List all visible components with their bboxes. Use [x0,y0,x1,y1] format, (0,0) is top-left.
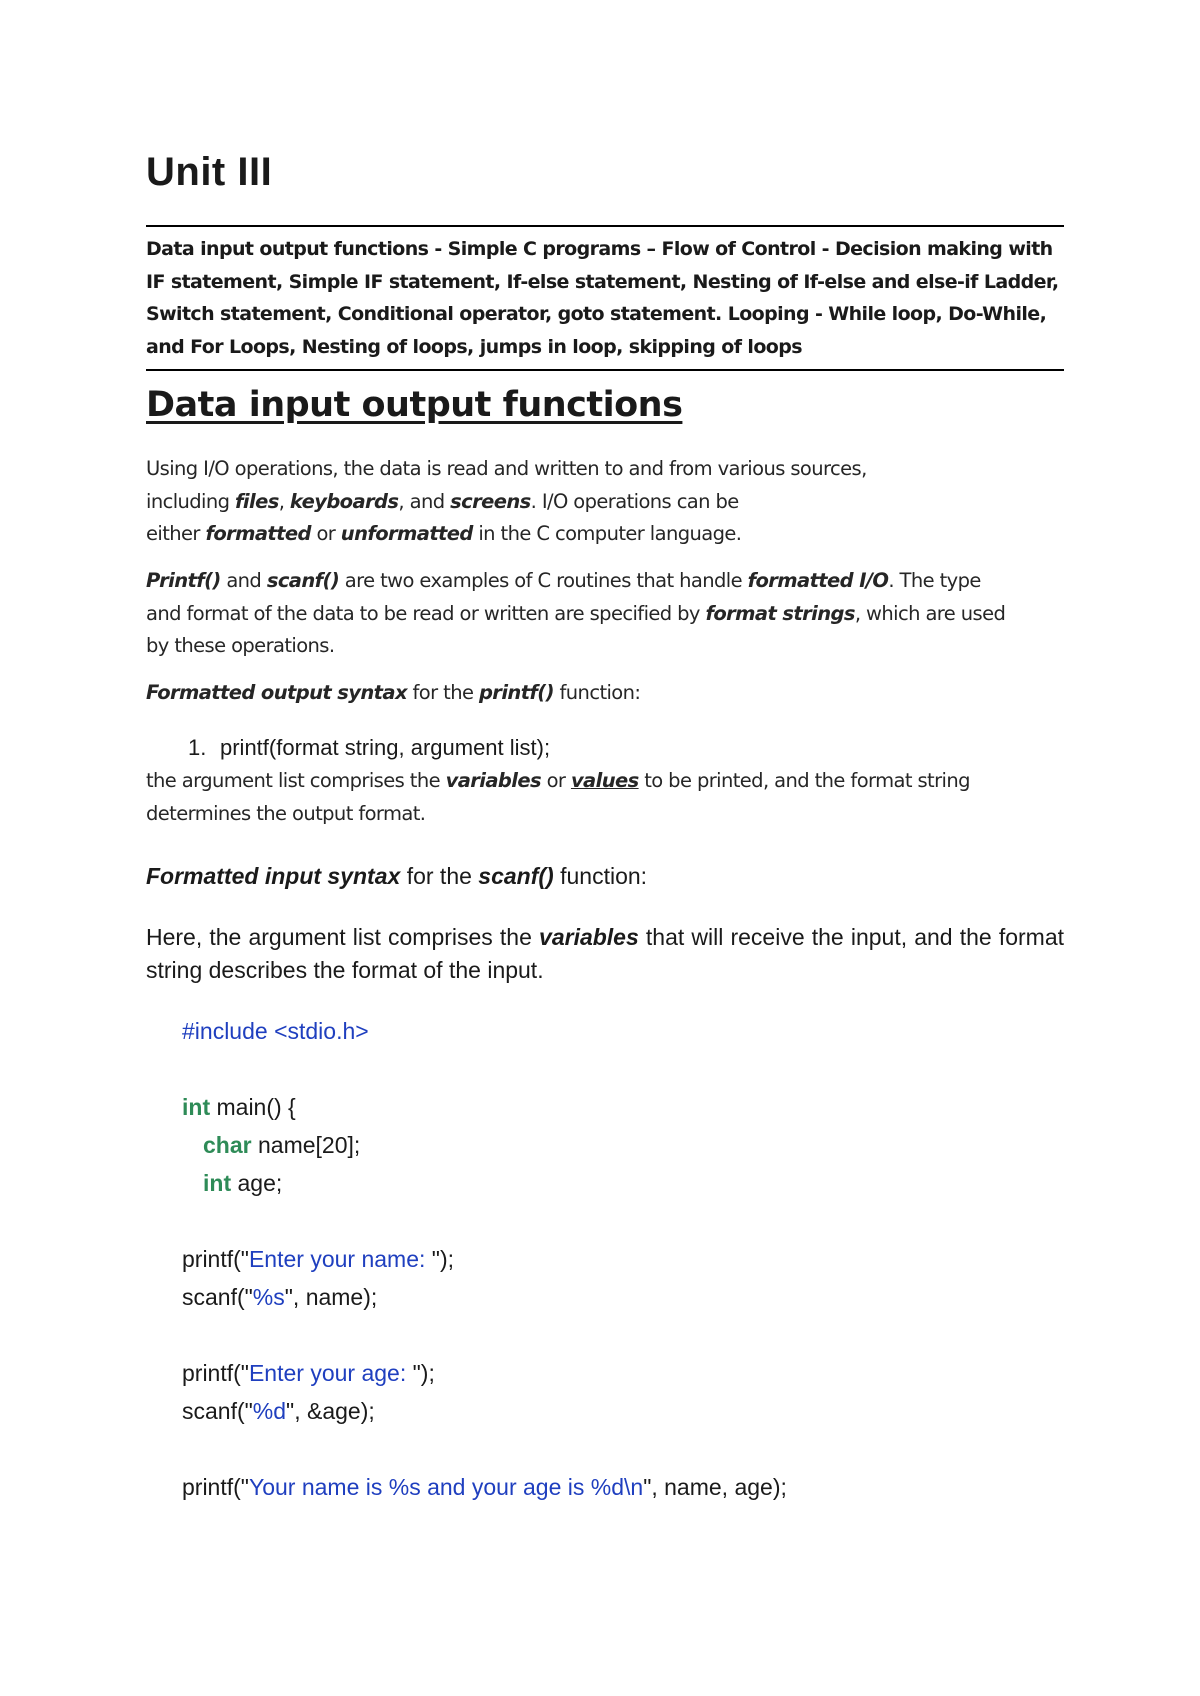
emphasis-input-syntax: Formatted input syntax [146,863,401,889]
argument-list-paragraph [146,765,1064,830]
code-line-scanf-name [182,1284,377,1311]
text: and [220,569,267,592]
code-line-char [203,1132,360,1159]
text: . The type [888,569,981,592]
text: determines the output format. [146,801,426,825]
text: , [278,489,290,513]
code-string: Enter your name: [248,1246,432,1272]
text: and format of the data to be read or written are specified by [146,601,706,625]
input-description-paragraph [146,921,1064,987]
emphasis-formatted: formatted [205,522,311,545]
emphasis-keyboards: keyboards [289,489,399,513]
code-text: printf(" [182,1474,249,1500]
code-text: ", &age); [286,1398,375,1424]
text: either [146,522,206,545]
code-text: ", name, age); [643,1474,787,1500]
code-keyword: char [203,1132,252,1158]
text: are two examples of C routines that handle [339,569,748,592]
code-text: printf(" [182,1360,249,1386]
text: Using I/O operations, the data is read and written to and from various sources, [146,457,867,480]
code-text: scanf(" [182,1398,253,1424]
emphasis-screens: screens [450,489,531,513]
code-string: %d [252,1398,287,1424]
code-text: age; [231,1170,283,1196]
text: for the [406,681,479,704]
syntax-text: printf(format string, argument list); [220,735,551,760]
code-line-scanf-age [182,1398,375,1425]
emphasis-variables-input: variables [539,924,639,950]
code-line-printf-result [182,1474,787,1501]
text: to be printed, and the format string [638,769,970,792]
code-keyword: int [203,1170,232,1196]
text: in the C computer language. [472,522,742,545]
text: by these operations. [146,634,335,657]
code-line-printf-name [182,1246,454,1273]
text: or [310,522,341,545]
text: the argument list comprises the [146,769,446,792]
code-line-printf-age [182,1360,435,1387]
code-include: #include <stdio.h> [182,1018,369,1044]
code-text: "); [412,1360,435,1386]
text: or [540,769,571,792]
code-line-main [182,1094,296,1121]
emphasis-printf-fn: printf() [478,681,554,704]
syllabus-box: Data input output functions - Simple C programs – Flow of Control - Decision making with IF statement, Simple IF statement, If-else statement, Nesting of If-else and else-if Ladder, Switch statement, Conditional operator, goto statement. Looping - While loop, Do-While, and For Loops, Nesting of loops, jumps in loop, skipping of loops [146,225,1064,371]
output-syntax-label [146,677,1064,710]
text: . I/O operations can be [530,489,739,513]
code-text: printf(" [182,1246,249,1272]
emphasis-unformatted: unformatted [340,522,473,545]
emphasis-printf: Printf() [146,569,221,592]
emphasis-files: files [235,489,279,513]
emphasis-scanf-fn: scanf() [478,863,554,889]
input-syntax-label [146,860,647,893]
text: , and [398,489,451,513]
printf-scanf-paragraph [146,565,1064,663]
emphasis-scanf: scanf() [266,569,340,592]
text: including [146,489,236,513]
emphasis-variables: variables [445,769,541,792]
emphasis-values: values [570,769,639,792]
code-line-include [182,1018,369,1045]
code-text: "); [431,1246,454,1272]
code-text: main() { [210,1094,296,1120]
intro-paragraph [146,453,1064,551]
code-string: Your name is %s and your age is %d\n [248,1474,644,1500]
unit-title: Unit III [146,150,273,194]
text: that will receive the input, and the format string describes the format of the input. [146,924,1064,983]
text: function: [553,681,641,704]
list-number: 1. [188,735,207,760]
code-text: ", name); [284,1284,378,1310]
text: , which are used [854,601,1006,625]
section-title: Data input output functions [146,385,683,425]
emphasis-output-syntax: Formatted output syntax [146,681,407,704]
text: function: [553,863,648,889]
syntax-list-item [188,735,550,761]
code-text: name[20]; [251,1132,361,1158]
text: Here, the argument list comprises the [146,924,540,950]
code-keyword: int [182,1094,211,1120]
code-text: scanf(" [182,1284,253,1310]
code-string: Enter your age: [248,1360,413,1386]
code-line-int [203,1170,282,1197]
emphasis-format-strings: format strings [705,601,855,625]
emphasis-formatted-io: formatted I/O [747,569,889,592]
text: for the [400,863,479,889]
code-string: %s [252,1284,285,1310]
